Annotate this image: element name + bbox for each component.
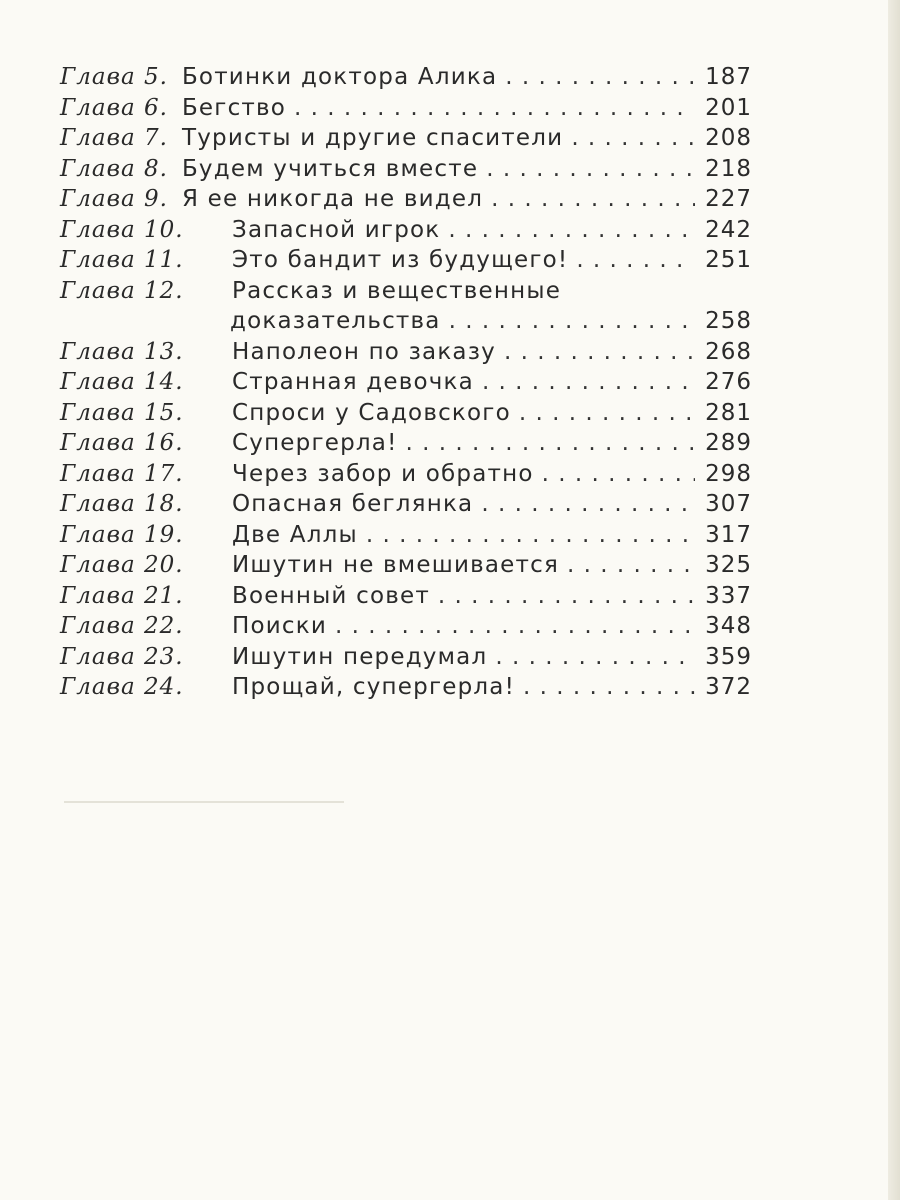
chapter-word: Глава [60,94,136,121]
chapter-word: Глава [60,491,136,517]
chapter-number: 16. [144,430,184,456]
dot-leader [523,672,695,703]
toc-entry [60,520,752,551]
chapter-word: Глава [60,216,136,243]
chapter-label [60,520,218,551]
page-number: 337 [705,582,752,609]
toc-entry [60,62,752,93]
dot-leader [519,398,695,429]
toc-entry [60,245,752,276]
dot-leader [449,306,696,337]
page-number: 307 [705,491,752,517]
chapter-word: Глава [60,186,136,212]
dot-leader [335,611,695,642]
chapter-label [60,611,218,642]
chapter-title-continued: доказательства [230,308,441,334]
chapter-number: 15. [144,399,184,426]
chapter-number: 21. [144,582,184,609]
toc-entry [60,550,752,581]
chapter-title: Супергерла! [232,430,398,456]
chapter-label [60,428,218,459]
chapter-word: Глава [60,643,136,670]
page-number: 208 [705,125,752,151]
chapter-label [60,276,218,307]
chapter-label [60,367,218,398]
chapter-number: 8. [144,155,168,182]
chapter-word: Глава [60,369,136,395]
toc-entry [60,93,752,124]
chapter-label [60,154,168,185]
toc-entry [60,459,752,490]
dot-leader [366,520,695,551]
toc-entry [60,123,752,154]
chapter-label [60,550,218,581]
toc-entry [60,611,752,642]
dot-leader [438,581,695,612]
page-number: 372 [705,674,752,700]
chapter-label [60,215,218,246]
toc-entry [60,184,752,215]
dot-leader [495,642,695,673]
chapter-title: Две Аллы [232,521,358,548]
chapter-word: Глава [60,674,136,700]
toc-entry-continuation [60,306,752,337]
dot-leader [486,154,695,185]
chapter-label [60,245,218,276]
chapter-label [60,123,168,154]
chapter-number: 18. [144,491,184,517]
chapter-number: 19. [144,521,184,548]
page-number: 227 [705,186,752,212]
chapter-label [60,184,168,215]
dot-leader [571,123,695,154]
chapter-title: Ишутин не вмешивается [232,552,559,578]
chapter-title: Бегство [181,94,287,121]
page-number: 258 [705,308,752,334]
chapter-label [60,581,218,612]
chapter-title: Запасной игрок [232,216,441,243]
chapter-label [60,93,168,124]
toc-entry [60,489,752,520]
chapter-label [60,62,168,93]
chapter-word: Глава [60,521,136,548]
chapter-title: Ботинки доктора Алика [181,64,498,90]
chapter-word: Глава [60,399,136,426]
toc-entry [60,154,752,185]
chapter-number: 13. [144,338,184,365]
chapter-title: Прощай, супергерла! [232,674,515,700]
chapter-title: Странная девочка [232,369,474,395]
chapter-title: Спроси у Садовского [232,399,511,426]
dot-leader [504,337,695,368]
toc-entry [60,581,752,612]
chapter-title: Это бандит из будущего! [232,247,569,273]
chapter-title: Военный совет [232,582,430,609]
chapter-title: Рассказ и вещественные [232,277,562,304]
dot-leader [505,62,695,93]
chapter-label [60,398,218,429]
page-edge [888,0,900,1200]
page-number: 359 [705,643,752,670]
toc-entry [60,276,752,307]
chapter-number: 17. [144,460,184,487]
chapter-title: Будем учиться вместе [181,155,479,182]
chapter-word: Глава [60,552,136,578]
page-number: 187 [705,64,752,90]
chapter-word: Глава [60,338,136,365]
page-number: 201 [705,94,752,121]
dot-leader [491,184,695,215]
chapter-number: 22. [144,613,184,639]
chapter-number: 10. [144,216,184,243]
chapter-number: 6. [144,94,168,121]
chapter-number: 11. [144,247,184,273]
chapter-label [60,642,218,673]
dot-leader [542,459,695,490]
dot-leader [294,93,695,124]
toc-entry [60,215,752,246]
chapter-label [60,672,218,703]
page-number: 218 [705,155,752,182]
faint-divider [64,801,344,803]
chapter-title: Поиски [232,613,327,639]
chapter-title: Опасная беглянка [232,491,474,517]
chapter-number: 12. [144,277,184,304]
chapter-title: Туристы и другие спасители [181,125,564,151]
chapter-word: Глава [60,125,136,151]
chapter-word: Глава [60,613,136,639]
page-number: 281 [705,399,752,426]
chapter-word: Глава [60,155,136,182]
chapter-number: 24. [144,674,184,700]
dot-leader [406,428,696,459]
chapter-word: Глава [60,582,136,609]
chapter-number: 9. [144,186,168,212]
chapter-title: Наполеон по заказу [232,338,496,365]
chapter-label [60,489,218,520]
chapter-number: 7. [144,125,168,151]
chapter-word: Глава [60,247,136,273]
dot-leader [481,489,695,520]
toc-entry [60,367,752,398]
chapter-number: 23. [144,643,184,670]
chapter-number: 14. [144,369,184,395]
toc-entry [60,428,752,459]
page-number: 348 [705,613,752,639]
chapter-title: Через забор и обратно [232,460,534,487]
toc-entry [60,642,752,673]
dot-leader [576,245,695,276]
chapter-word: Глава [60,460,136,487]
chapter-word: Глава [60,277,136,304]
page-number: 317 [705,521,752,548]
page-number: 251 [705,247,752,273]
page-number: 268 [705,338,752,365]
table-of-contents [60,62,752,703]
toc-entry [60,672,752,703]
page-number: 298 [705,460,752,487]
chapter-title: Я ее никогда не видел [181,186,484,212]
chapter-label [60,459,218,490]
page-number: 289 [705,430,752,456]
chapter-word: Глава [60,64,136,90]
dot-leader [448,215,695,246]
chapter-title: Ишутин передумал [232,643,488,670]
dot-leader [482,367,695,398]
toc-entry [60,337,752,368]
chapter-number: 20. [144,552,184,578]
dot-leader [567,550,695,581]
page-number: 276 [705,369,752,395]
toc-entry [60,398,752,429]
chapter-label [60,337,218,368]
page-number: 242 [705,216,752,243]
page-number: 325 [705,552,752,578]
chapter-number: 5. [144,64,168,90]
chapter-word: Глава [60,430,136,456]
